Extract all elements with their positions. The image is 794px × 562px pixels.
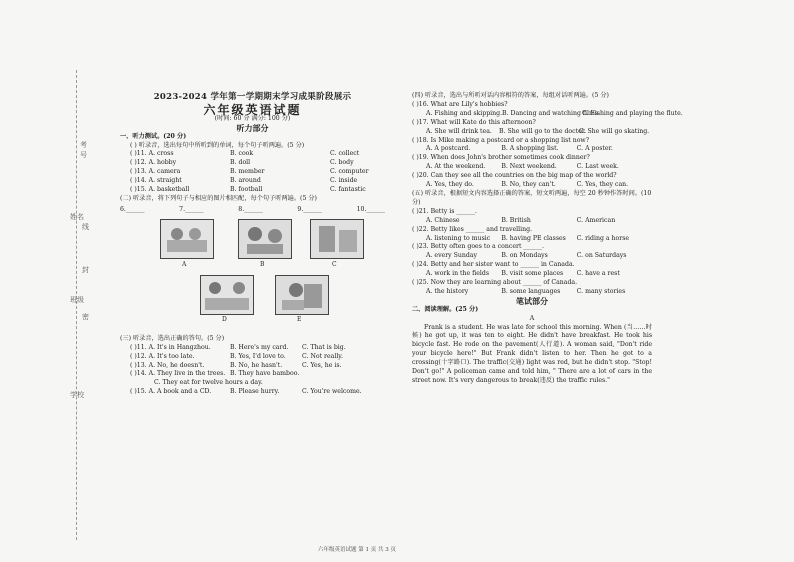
- question-stem: ( )25. Now they are learning about ______ of Canada.: [412, 279, 578, 287]
- option-b: B. Dancing and watching films.: [502, 109, 601, 117]
- option-b: B. British: [501, 216, 531, 224]
- option-a: ( )12. A. hobby: [130, 159, 177, 167]
- question-stem: ( )16. What are Lily's hobbies?: [412, 100, 508, 108]
- picture-label: C: [332, 260, 337, 268]
- picture-label: A: [182, 260, 187, 268]
- option-b: B. on Mondays: [501, 252, 548, 260]
- option-c: C. American: [576, 216, 616, 224]
- option-b: B. cook: [230, 150, 254, 158]
- blank: 9.______: [297, 205, 322, 213]
- picture-grid: [120, 215, 385, 335]
- seal-line: [76, 70, 77, 540]
- option-c: C. That is big.: [302, 343, 346, 351]
- option-b: B. Next weekend.: [501, 163, 557, 171]
- passage-letter: A: [529, 314, 535, 322]
- question-row: [130, 362, 385, 371]
- question-row: [130, 370, 385, 379]
- binding-margin: [60, 70, 90, 540]
- option-b: B. doll: [230, 159, 251, 167]
- question-row: [130, 168, 385, 177]
- option-b: B. visit some places: [501, 270, 564, 278]
- option-c: C. They eat for twelve hours a day.: [154, 379, 263, 387]
- option-b: B. football: [230, 186, 263, 194]
- option-c: C. many stories: [576, 287, 626, 295]
- option-c: C. fantastic: [330, 186, 366, 194]
- option-c: C. Not really.: [302, 352, 343, 360]
- question-stem: ( )17. What will Kate do this afternoon?: [412, 118, 536, 126]
- picture-label: B: [260, 260, 265, 268]
- blank: 6.______: [120, 205, 145, 213]
- question-row: [130, 186, 385, 195]
- option-a: A. work in the fields: [426, 270, 490, 278]
- right-column: [412, 92, 683, 386]
- seal-mark-secret: 密: [82, 313, 89, 321]
- option-b: B. Here's my card.: [230, 343, 289, 351]
- picture-a: [160, 219, 214, 259]
- question-list: [120, 150, 385, 195]
- blank: 8.______: [238, 205, 263, 213]
- left-column: [120, 93, 385, 397]
- option-a: A. Fishing and skipping.: [426, 109, 503, 117]
- picture-label: E: [297, 315, 302, 323]
- option-row: [412, 270, 652, 279]
- option-c: C. collect: [330, 150, 360, 158]
- section-title: (五) 听录音，根据短文内容选择正确的答案，短文听两遍，每空 20 秒钟作答时间。(10 分): [412, 189, 652, 206]
- seal-mark-seal: 封: [82, 266, 89, 274]
- option-b: B. They have bamboo.: [230, 370, 300, 378]
- picture-e: [275, 275, 329, 315]
- option-a: ( )15. A. basketball: [130, 186, 190, 194]
- seal-mark-line: 线: [82, 223, 89, 231]
- option-row: [412, 235, 652, 244]
- question-stem: ( )23. Betty often goes to a concert ______.: [412, 243, 544, 251]
- option-b: B. Yes, I'd love to.: [230, 352, 286, 360]
- option-row: [412, 163, 652, 172]
- section-heading: 二、阅读理解。(25 分): [412, 305, 479, 313]
- section-title: ( ) 听录音，选出每句中所听到的单词，每个句子听两遍。(5 分): [130, 141, 305, 149]
- option-b: B. Please hurry.: [230, 388, 280, 396]
- blank: 10.______: [356, 205, 385, 213]
- option-a: ( )14. A. They live in the trees.: [130, 370, 226, 378]
- question-group: [412, 208, 652, 297]
- question-row: [130, 159, 385, 168]
- picture-c: [310, 219, 364, 259]
- option-b: B. No, they can't.: [501, 181, 556, 189]
- exam-title: 2023-2024 学年第一学期期末学习成果阶段展示: [153, 92, 352, 102]
- question-list: [120, 344, 385, 397]
- option-b: B. member: [230, 168, 265, 176]
- option-c: C. A poster.: [576, 145, 613, 153]
- option-c: C. Last week.: [576, 163, 619, 171]
- exam-subject: 六年级英语试题: [203, 102, 302, 117]
- option-a: ( )13. A. camera: [130, 168, 181, 176]
- exam-meta: (时间: 60 分 满分: 100 分): [214, 114, 291, 122]
- section-title: (四) 听录音，选出与所听对话内容相符的答案，每组对话听两遍。(5 分): [412, 92, 609, 99]
- question-stem: ( )18. Is Mike making a postcard or a shopping list now?: [412, 136, 590, 144]
- option-a: A. every Sunday: [426, 252, 477, 260]
- option-a: ( )13. A. No, he doesn't.: [130, 361, 205, 369]
- option-a: A. the history: [426, 287, 469, 295]
- option-a: ( )11. A. cross: [130, 150, 174, 158]
- label-class: 班级: [70, 296, 84, 304]
- part-listening: 听力部分: [236, 122, 269, 133]
- option-row: [412, 128, 652, 137]
- option-b: B. No, he hasn't.: [230, 361, 283, 369]
- label-school: 学校: [70, 391, 84, 399]
- option-a: ( )14. A. straight: [130, 177, 182, 185]
- option-c: C. Yes, he is.: [302, 361, 342, 369]
- option-b: B. having PE classes: [501, 234, 566, 242]
- question-row: [130, 344, 385, 353]
- option-row: [412, 217, 652, 226]
- option-c: C. Fishing and playing the flute.: [582, 109, 683, 117]
- option-b: B. She will go to the doctor.: [499, 127, 587, 135]
- question-row: [130, 388, 385, 397]
- option-b: B. some languages: [501, 287, 561, 295]
- section-title: (三) 听录音，选出正确的答句。(5 分): [120, 334, 225, 342]
- picture-d: [200, 275, 254, 315]
- option-b: B. around: [230, 177, 261, 185]
- question-row: [130, 177, 385, 186]
- reading-passage: Frank is a student. He was late for school this morning. When (当……时候) he got up, it was ten to eight. He didn't have breakfast. He took his bicycle fast. He rode on the pavement(人行道). A woman said, "Don't ride your bicycle here!" But Frank didn't listen to her. Then he got to a crossing(十字路口). The traffic(交通) light was red, but he didn't stop. "Stop! Don't go!" A policeman came and told him, " There are a lot of cars in the street now. It's very dangerous to break(违反) the traffic rules.": [412, 323, 652, 384]
- part-written: 笔试部分: [516, 295, 548, 306]
- option-c: C. riding a horse: [576, 234, 630, 242]
- option-c: C. on Saturdays: [576, 252, 627, 260]
- option-row: [412, 252, 652, 261]
- option-a: ( )12. A. It's too late.: [130, 352, 195, 360]
- page-footer: 六年级英语试题 第 1 页 共 3 页: [318, 547, 396, 553]
- question-stem: ( )24. Betty and her sister want to ______ in Canada.: [412, 261, 575, 269]
- question-stem: ( )20. Can they see all the countries on the big map of the world?: [412, 172, 617, 180]
- option-row: [412, 145, 652, 154]
- question-row: [130, 379, 385, 388]
- option-a: A. At the weekend.: [426, 163, 486, 171]
- option-c: C. Yes, they can.: [576, 181, 629, 189]
- blank: 7.______: [179, 205, 204, 213]
- question-group: [412, 100, 683, 190]
- section-heading: 一、听力测试。(20 分): [120, 132, 187, 140]
- picture-b: [238, 219, 292, 259]
- option-a: A. A postcard.: [426, 145, 471, 153]
- option-a: ( )15. A. A book and a CD.: [130, 388, 212, 396]
- option-c: C. body: [330, 159, 354, 167]
- picture-label: D: [222, 315, 227, 323]
- option-c: C. inside: [330, 177, 358, 185]
- option-c: C. have a rest: [576, 270, 620, 278]
- question-row: [130, 353, 385, 362]
- answer-blanks: [120, 206, 385, 215]
- question-stem: ( )21. Betty is ______.: [412, 207, 477, 215]
- question-stem: ( )19. When does John's brother sometimes cook dinner?: [412, 154, 590, 162]
- option-a: ( )11. A. It's in Hangzhou.: [130, 343, 211, 351]
- option-c: C. You're welcome.: [302, 388, 362, 396]
- question-row: [130, 150, 385, 159]
- option-a: A. listening to music: [426, 234, 491, 242]
- option-b: B. A shopping list.: [501, 145, 559, 153]
- question-stem: ( )22. Betty likes ______ and travelling.: [412, 225, 533, 233]
- option-a: A. Chinese: [426, 216, 460, 224]
- option-c: C. She will go skating.: [579, 127, 650, 135]
- option-a: A. She will drink tea.: [426, 127, 492, 135]
- label-name: 姓名: [70, 213, 84, 221]
- option-c: C. computer: [330, 168, 369, 176]
- section-title: (二) 听录音，将下列句子与相应的图片相匹配，每个句子听两遍。(5 分): [120, 194, 317, 202]
- option-row: [412, 109, 683, 119]
- option-a: A. Yes, they do.: [426, 181, 474, 189]
- label-exam-number: 考号: [80, 141, 87, 159]
- option-row: [412, 181, 652, 190]
